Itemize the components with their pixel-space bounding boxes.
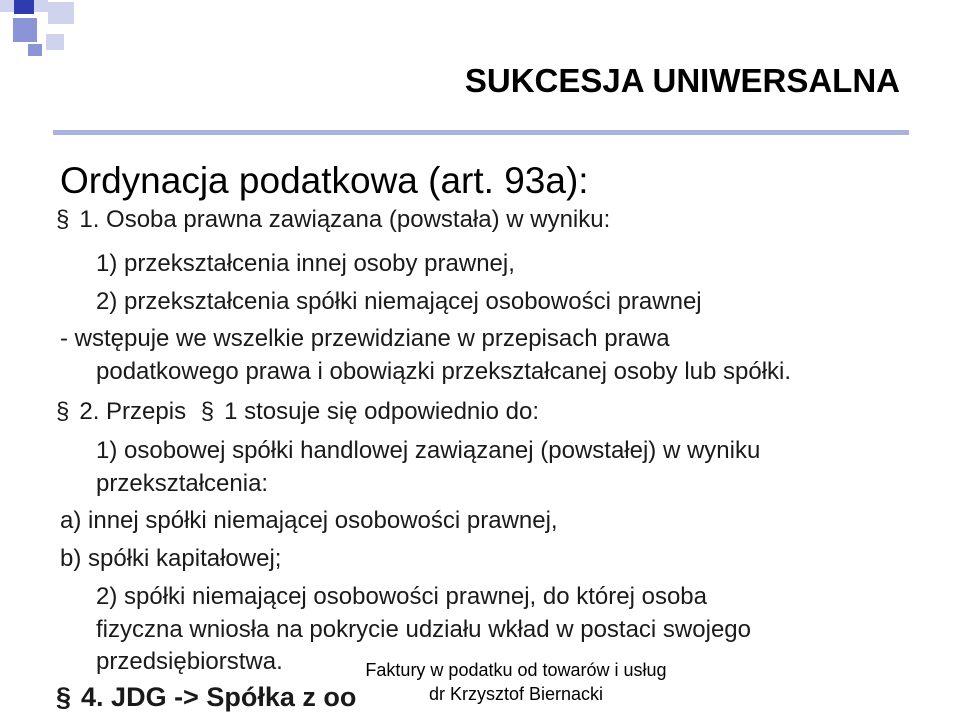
slide-title: SUKCESJA UNIWERSALNA xyxy=(464,62,900,99)
text-line: podatkowego prawa i obowiązki przekształcanej osoby lub spółki. xyxy=(96,358,792,385)
paragraph-2-text-b: 1 stosuje się odpowiednio do: xyxy=(224,398,539,425)
list-item: a) innej spółki niemającej osobowości prawnej, xyxy=(60,507,558,534)
footer-author: dr Krzysztof Biernacki xyxy=(428,684,604,704)
deco-square xyxy=(34,0,48,12)
deco-square xyxy=(13,18,37,42)
footer-title: Faktury w podatku od towarów i usług xyxy=(365,660,667,680)
deco-square xyxy=(48,2,74,24)
paragraph-2-text: 2. Przepis xyxy=(79,398,187,425)
slide-heading: Ordynacja podatkowa (art. 93a): xyxy=(60,160,589,201)
deco-square xyxy=(46,34,64,50)
paragraph-1 xyxy=(56,206,610,234)
list-item: 2) przekształcenia spółki niemającej osobowości prawnej xyxy=(96,288,702,315)
section-sign: § xyxy=(200,398,215,425)
list-item: 2) spółki niemającej osobowości prawnej, do której osoba xyxy=(96,583,707,610)
paragraph-2 xyxy=(56,398,539,426)
deco-square xyxy=(0,0,14,12)
paragraph-4 xyxy=(56,682,356,713)
section-sign: § xyxy=(56,398,70,425)
paragraph-4-text: 4. JDG -> Spółka z oo xyxy=(81,682,357,712)
list-item: 1) osobowej spółki handlowej zawiązanej (powstałej) w wyniku xyxy=(96,437,761,464)
list-item: b) spółki kapitałowej; xyxy=(60,545,282,572)
list-item: 1) przekształcenia innej osoby prawnej, xyxy=(96,250,515,277)
text-line: fizyczna wniosła na pokrycie udziału wkład w postaci swojego xyxy=(96,616,751,643)
text-line: przekształcenia: xyxy=(96,470,269,497)
section-sign: § xyxy=(56,206,70,233)
paragraph-1-text: 1. Osoba prawna zawiązana (powstała) w wyniku: xyxy=(79,206,611,233)
section-sign: § xyxy=(56,682,72,712)
text-line: - wstępuje we wszelkie przewidziane w przepisach prawa xyxy=(60,325,670,352)
deco-square xyxy=(14,0,34,14)
title-divider xyxy=(53,130,909,135)
text-line: przedsiębiorstwa. xyxy=(96,648,283,675)
deco-square xyxy=(28,44,42,56)
